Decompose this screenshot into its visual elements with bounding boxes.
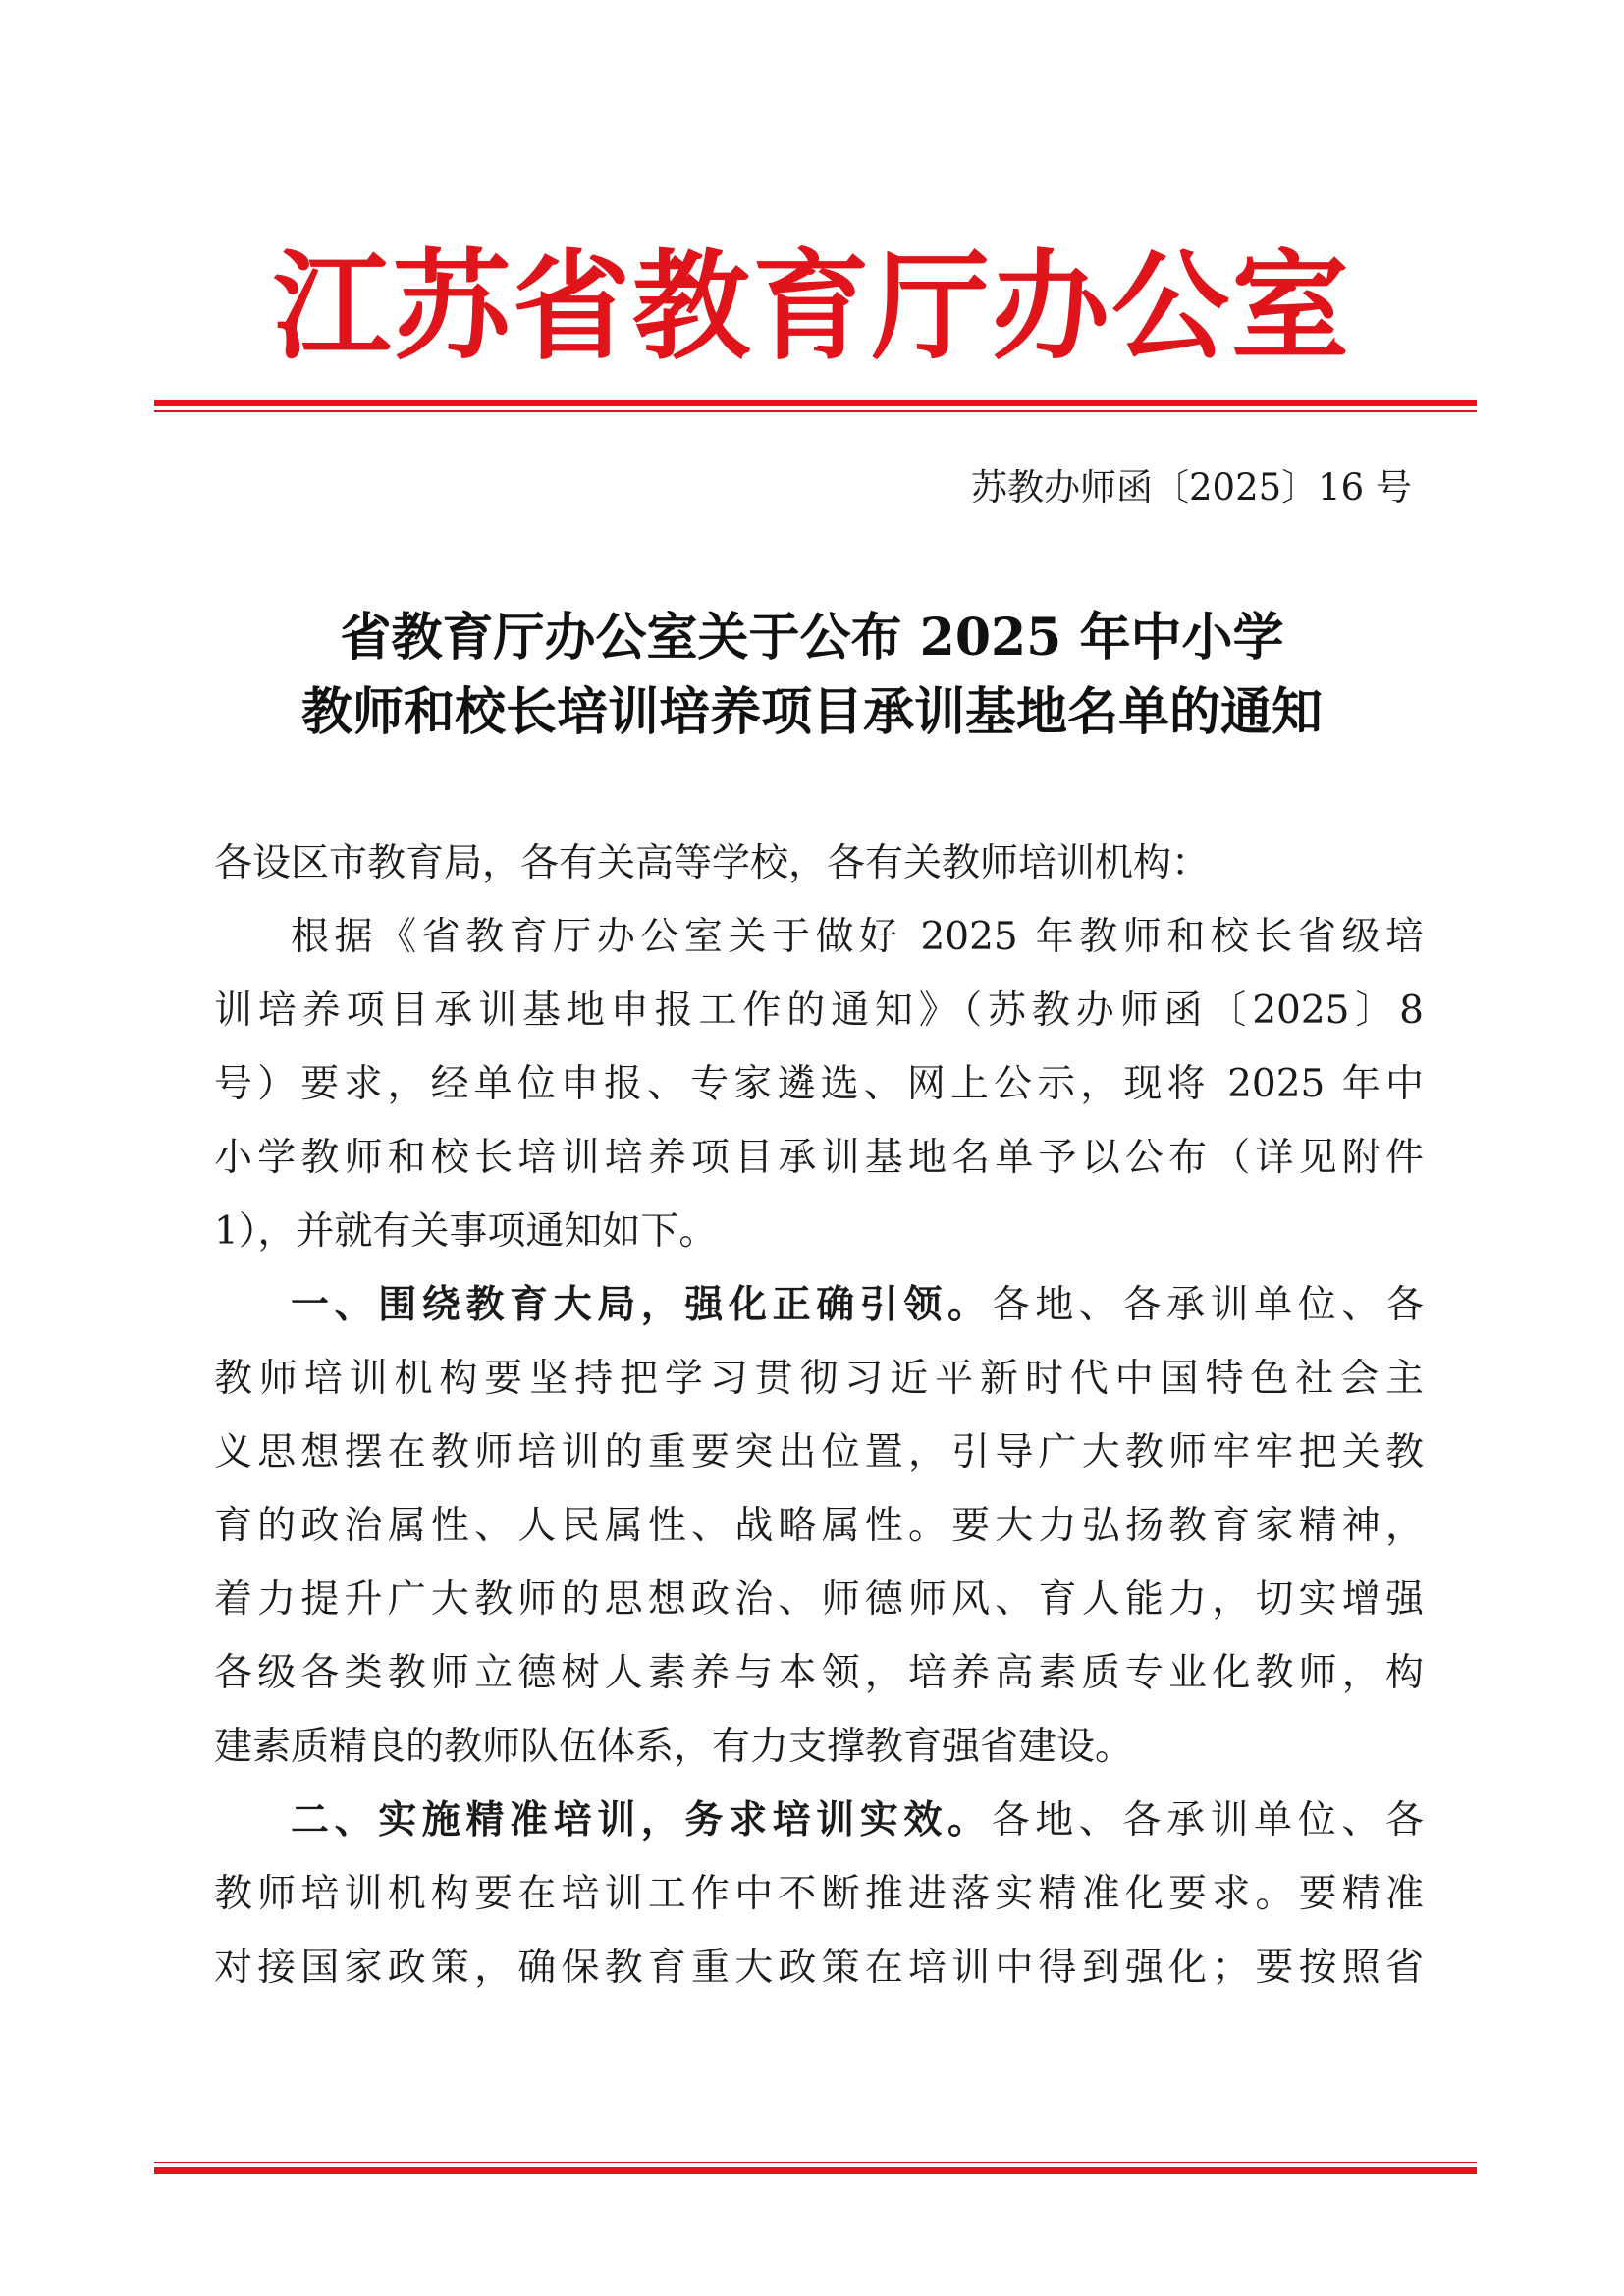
paragraph-2 [214, 1268, 1424, 1784]
paragraph-line: 训培养项目承训基地申报工作的通知》（苏教办师函〔2025〕8 [214, 988, 1424, 1033]
paragraph-line: 号）要求，经单位申报、专家遴选、网上公示，现将 2025 年中 [214, 1062, 1424, 1106]
document-number: 苏教办师函〔2025〕16 号 [970, 466, 1412, 508]
paragraph-line-rest: 各地、各承训单位、各 [991, 1798, 1424, 1842]
paragraph-line: 着力提升广大教师的思想政治、师德师风、育人能力，切实增强 [214, 1577, 1424, 1622]
paragraph-line: 义思想摆在教师培训的重要突出位置，引导广大教师牢牢把关教 [214, 1430, 1424, 1474]
footer-red-rule [154, 2162, 1477, 2174]
paragraph-line [214, 1784, 1424, 1857]
title-line-2: 教师和校长培训培养项目承训基地名单的通知 [300, 682, 1323, 742]
section-heading-2: 二、实施精准培训，务求培训实效。 [291, 1798, 992, 1842]
paragraph-line: 建素质精良的教师队伍体系，有力支撑教育强省建设。 [214, 1725, 1134, 1769]
paragraph-3 [214, 1784, 1424, 2004]
paragraph-line: 小学教师和校长培训培养项目承训基地名单予以公布（详见附件 [214, 1136, 1424, 1180]
paragraph-line: 教师培训机构要在培训工作中不断推进落实精准化要求。要精准 [214, 1872, 1424, 1916]
paragraph-line [214, 1268, 1424, 1342]
paragraph-line: 1），并就有关事项通知如下。 [214, 1209, 718, 1254]
paragraph-line: 各级各类教师立德树人素养与本领，培养高素质专业化教师，构 [214, 1651, 1424, 1695]
masthead-title: 江苏省教育厅办公室 [273, 238, 1351, 376]
paragraph-line: 教师培训机构要坚持把学习贯彻习近平新时代中国特色社会主 [214, 1357, 1424, 1401]
salutation: 各设区市教育局，各有关高等学校，各有关教师培训机构： [214, 841, 1211, 885]
document-title [0, 601, 1624, 750]
paragraph-line: 育的政治属性、人民属性、战略属性。要大力弘扬教育家精神， [214, 1504, 1424, 1548]
header-red-rule [154, 400, 1477, 412]
paragraph-line-rest: 各地、各承训单位、各 [991, 1283, 1424, 1327]
paragraph-line: 根据《省教育厅办公室关于做好 2025 年教师和校长省级培 [291, 915, 1424, 959]
paragraph-1 [214, 900, 1424, 1268]
paragraph-line: 对接国家政策，确保教育重大政策在培训中得到强化；要按照省 [214, 1946, 1424, 1990]
title-line-1: 省教育厅办公室关于公布 2025 年中小学 [340, 608, 1284, 667]
section-heading-1: 一、围绕教育大局，强化正确引领。 [291, 1283, 992, 1327]
